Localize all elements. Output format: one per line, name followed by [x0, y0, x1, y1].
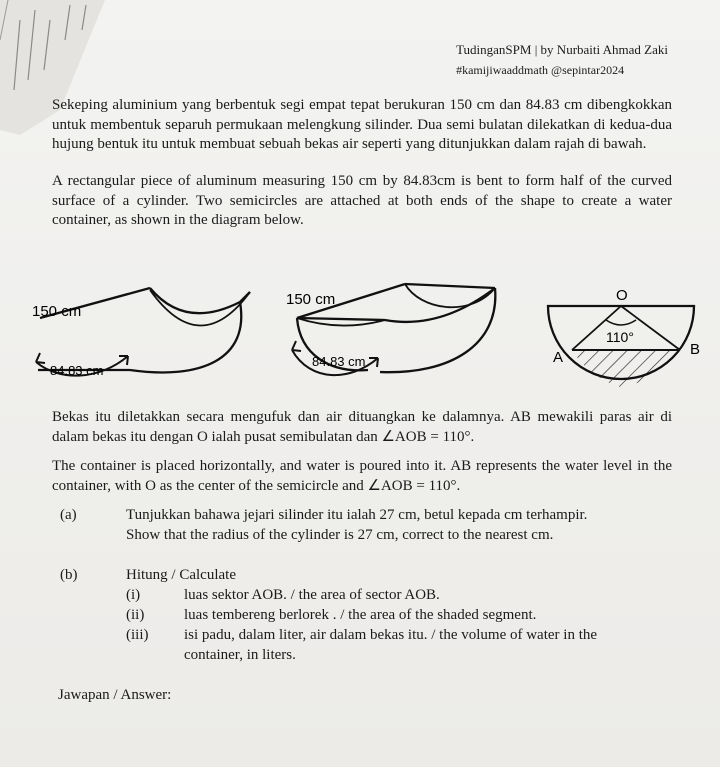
point-a-label: A: [553, 349, 564, 366]
header: [456, 40, 668, 80]
question-b-label: (b): [60, 567, 78, 583]
question-a-text: [126, 506, 686, 545]
fig1-arc-label: 84.83 cm: [50, 363, 104, 378]
intro-english: A rectangular piece of aluminum measuring 150 cm by 84.83cm is bent to form half of the curved surface of a cylinder. Two semicircles are attached at both ends of the shape to create a water container, as shown in the diagram below.: [52, 173, 672, 228]
question-a-label: (a): [60, 507, 77, 523]
fig2-arc-label: 84.83 cm: [312, 354, 366, 369]
question-b-i-num: (i): [126, 587, 141, 603]
question-b-iii-num: (iii): [126, 627, 149, 643]
credit-line: TudinganSPM | by Nurbaiti Ahmad Zaki: [456, 42, 668, 57]
question-b-ii-num: (ii): [126, 607, 145, 623]
point-b-label: B: [690, 341, 701, 358]
question-b-ii-text: luas tembereng berlorek . / the area of the shaded segment.: [184, 607, 537, 623]
angle-label: 110°: [606, 329, 634, 345]
question-b-title: Hitung / Calculate: [126, 567, 236, 583]
question-b-iii-cont: container, in liters.: [184, 647, 296, 663]
question-a-english: Show that the radius of the cylinder is 27 cm, correct to the nearest cm.: [126, 527, 554, 543]
fig2-length-label: 150 cm: [286, 291, 336, 308]
placement-malay: Bekas itu diletakkan secara mengufuk dan air dituangkan ke dalamnya. AB mewakili paras air di dalam bekas itu dengan O ialah pusat semibulatan dan ∠AOB = 110°.: [52, 409, 672, 445]
fig1-length-label: 150 cm: [32, 303, 82, 320]
question-b-iii-text: isi padu, dalam liter, air dalam bekas itu. / the volume of water in the: [184, 627, 598, 643]
center-o-label: O: [616, 287, 628, 304]
container-diagram: [0, 270, 720, 420]
question-a-malay: Tunjukkan bahawa jejari silinder itu ialah 27 cm, betul kepada cm terhampir.: [126, 507, 588, 523]
question-b-i-text: luas sektor AOB. / the area of sector AOB.: [184, 587, 440, 603]
semicircle-figure: [548, 306, 694, 387]
placement-english: The container is placed horizontally, and water is poured into it. AB represents the water level in the container, with O as the center of the semicircle and ∠AOB = 110°.: [52, 458, 672, 494]
answer-label: Jawapan / Answer:: [58, 687, 172, 703]
bent-sheet-figure: [38, 288, 250, 372]
intro-malay: Sekeping aluminium yang berbentuk segi empat tepat berukuran 150 cm dan 84.83 cm dibengkokkan untuk membentuk separuh permukaan melengkung silinder. Dua semi bulatan dilekatkan di kedua-dua hujung bentuk itu untuk membuat sebuah bekas air seperti yang ditunjukkan dalam rajah di bawah.: [52, 97, 672, 152]
hashtag-line: #kamijiwaaddmath @sepintar2024: [456, 63, 625, 77]
